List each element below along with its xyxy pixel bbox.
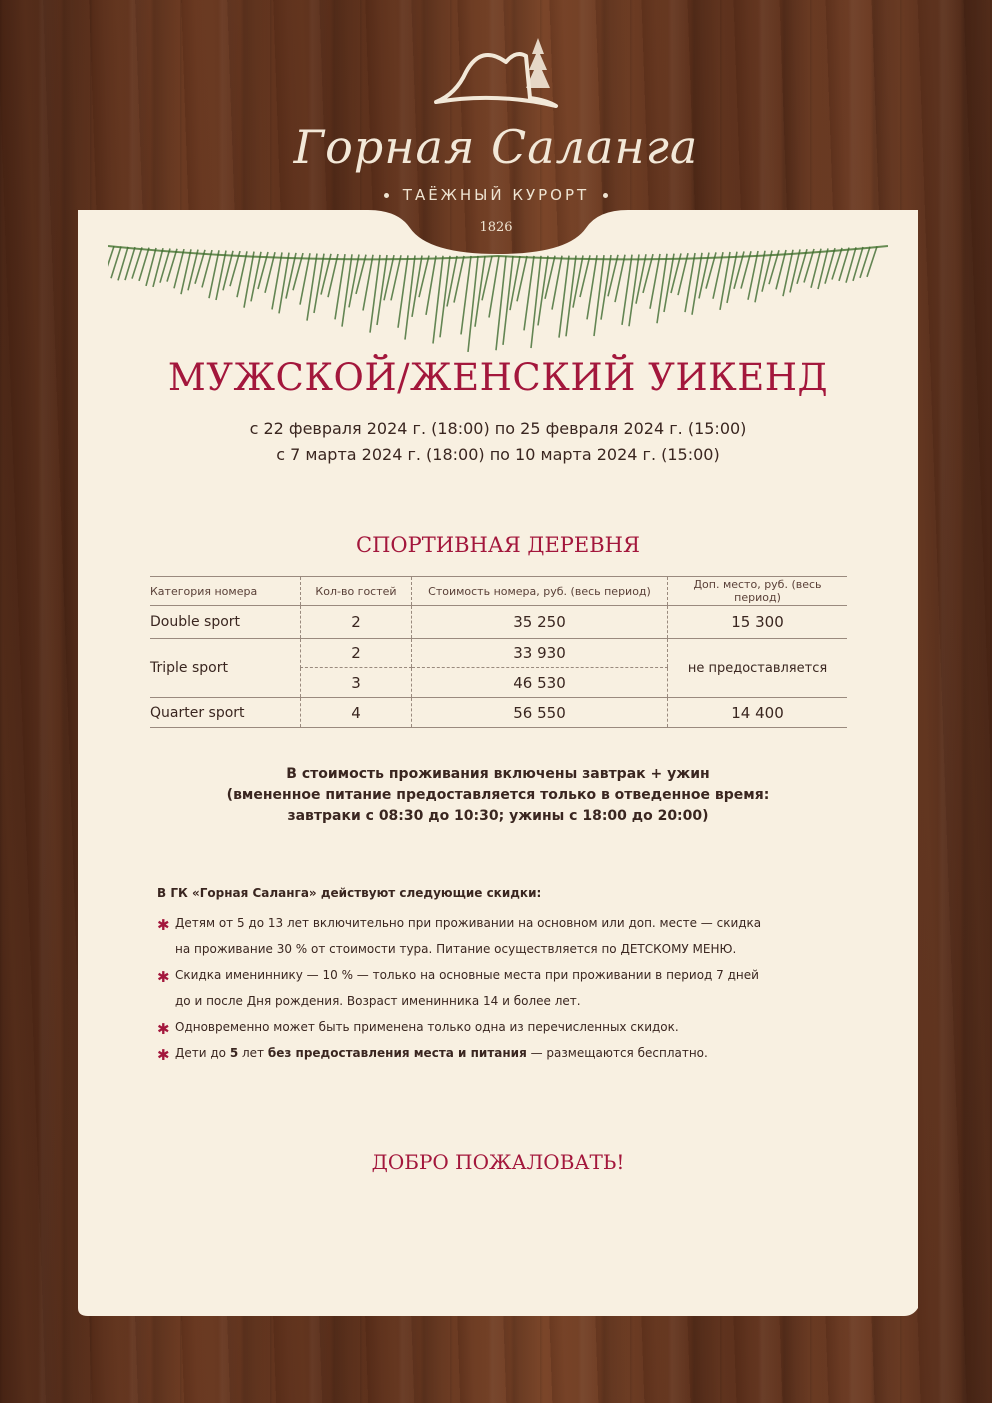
cell-guests: 2	[301, 639, 412, 668]
cell-extra: 15 300	[668, 606, 848, 639]
meals-line: завтраки с 08:30 до 10:30; ужины с 18:00 до 20:00)	[287, 808, 709, 824]
table-header-row	[150, 577, 847, 606]
brand-name: Горная Саланга	[293, 120, 699, 174]
meals-note	[78, 764, 918, 827]
asterisk-icon: ✱	[157, 968, 170, 986]
cell-price: 35 250	[412, 606, 668, 639]
brand-tagline: ТАЁЖНЫЙ КУРОРТ	[0, 186, 992, 204]
header-extra: Доп. место, руб. (весь период)	[668, 577, 848, 606]
cell-price: 46 530	[412, 668, 668, 698]
date-line-1: с 22 февраля 2024 г. (18:00) по 25 февраля 2024 г. (15:00)	[249, 419, 747, 438]
meals-line: (вмененное питание предоставляется только в отведенное время:	[226, 787, 770, 803]
page-title: МУЖСКОЙ/ЖЕНСКИЙ УИКЕНД	[167, 356, 829, 399]
fir-branch-decoration	[108, 226, 888, 376]
brand-year: 1826	[479, 220, 513, 235]
section-title: СПОРТИВНАЯ ДЕРЕВНЯ	[356, 533, 640, 557]
mountain-hat-icon	[426, 32, 566, 122]
cell-guests: 4	[301, 698, 412, 728]
cell-category: Double sport	[150, 606, 301, 639]
header-category: Категория номера	[150, 577, 301, 606]
asterisk-icon: ✱	[157, 916, 170, 934]
table-row	[150, 639, 847, 668]
cell-extra: 14 400	[668, 698, 848, 728]
discount-item: ✱ Скидка имениннику — 10 % — только на основные места при проживании в период 7 дней до и после Дня рождения. Возраст именинника 14 и более лет.	[157, 962, 797, 1014]
logo	[0, 20, 992, 235]
discount-item: ✱ Детям от 5 до 13 лет включительно при проживании на основном или доп. месте — скидка на проживание 30 % от стоимости тура. Питание осуществляется по ДЕТСКОМУ МЕНЮ.	[157, 910, 797, 962]
cell-guests: 2	[301, 606, 412, 639]
discounts-list	[157, 886, 797, 1066]
asterisk-icon: ✱	[157, 1046, 170, 1064]
cell-guests: 3	[301, 668, 412, 698]
cell-price: 33 930	[412, 639, 668, 668]
table-row	[150, 698, 847, 728]
cell-extra: не предоставляется	[668, 639, 848, 698]
cell-category: Triple sport	[150, 639, 301, 698]
date-range	[78, 416, 918, 468]
header-price: Стоимость номера, руб. (весь период)	[412, 577, 668, 606]
discounts-heading: В ГК «Горная Саланга» действуют следующие скидки:	[157, 886, 542, 900]
meals-line: В стоимость проживания включены завтрак + ужин	[286, 766, 710, 782]
date-line-2: с 7 марта 2024 г. (18:00) по 10 марта 2024 г. (15:00)	[276, 445, 720, 464]
discount-item: ✱ Дети до 5 лет без предоставления места и питания — размещаются бесплатно.	[157, 1040, 797, 1066]
price-table	[150, 576, 847, 728]
cell-category: Quarter sport	[150, 698, 301, 728]
asterisk-icon: ✱	[157, 1020, 170, 1038]
header-guests: Кол-во гостей	[301, 577, 412, 606]
cell-price: 56 550	[412, 698, 668, 728]
welcome-text: ДОБРО ПОЖАЛОВАТЬ!	[371, 1150, 625, 1174]
table-row	[150, 606, 847, 639]
discount-item: ✱ Одновременно может быть применена только одна из перечисленных скидок.	[157, 1014, 797, 1040]
